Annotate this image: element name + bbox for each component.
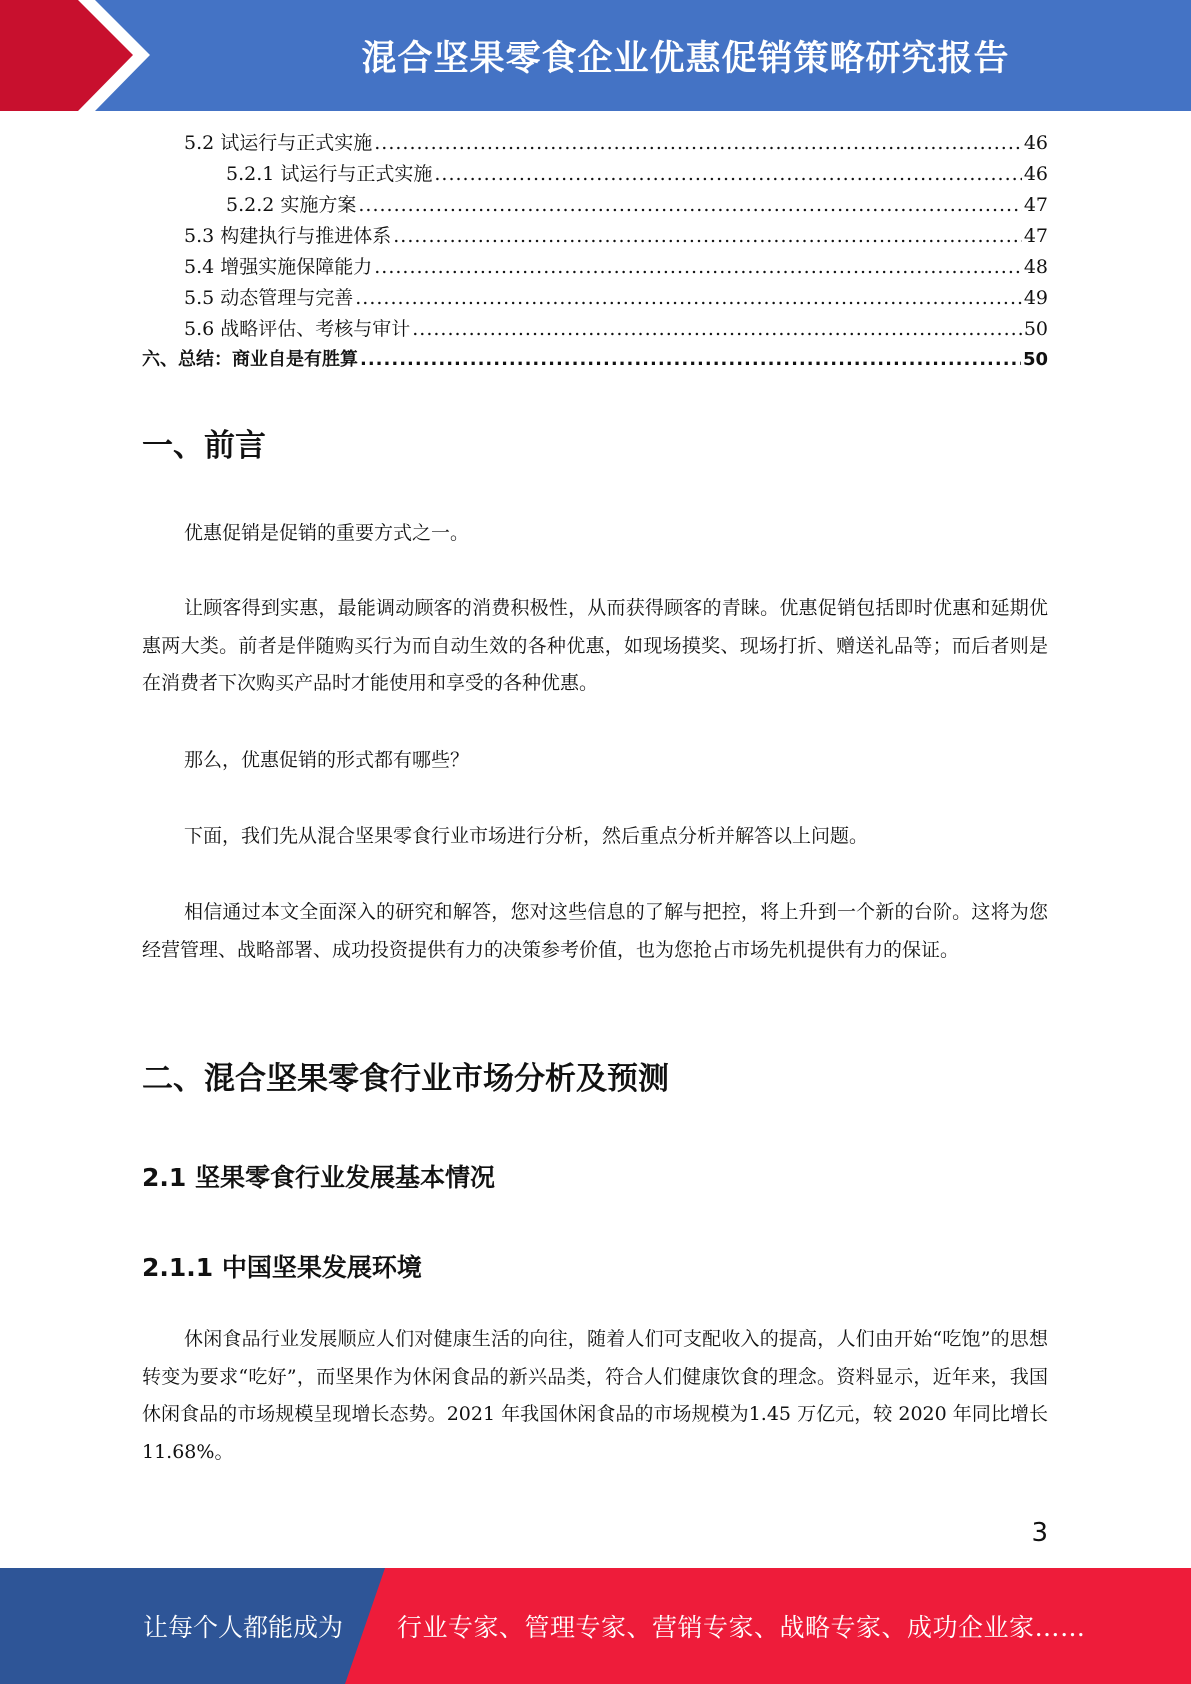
toc-entry-label: 六、总结：商业自是有胜算 <box>142 349 358 370</box>
page-footer <box>0 1568 1191 1684</box>
toc-entry-label: 5.2 试运行与正式实施 <box>184 132 373 154</box>
toc-leader-dots <box>374 132 1022 154</box>
toc-entry[interactable] <box>142 252 1048 283</box>
toc-entry-label: 5.3 构建执行与推进体系 <box>184 225 392 247</box>
toc-entry-label: 5.2.2 实施方案 <box>226 194 357 216</box>
toc-leader-dots <box>360 349 1021 370</box>
toc-entry-label: 5.5 动态管理与完善 <box>184 287 354 309</box>
toc-entry-label: 5.6 战略评估、考核与审计 <box>184 318 411 340</box>
paragraph: 让顾客得到实惠，最能调动顾客的消费积极性，从而获得顾客的青睐。优惠促销包括即时优惠和延期优惠两大类。前者是伴随购买行为而自动生效的各种优惠，如现场摸奖、现场打折、赠送礼品等；而后者则是在消费者下次购买产品时才能使用和享受的各种优惠。 <box>142 597 1048 694</box>
toc-entry-page: 47 <box>1023 225 1048 247</box>
paragraph: 下面，我们先从混合坚果零食行业市场进行分析，然后重点分析并解答以上问题。 <box>184 825 869 847</box>
section-heading: 二、混合坚果零食行业市场分析及预测 <box>142 1061 669 1097</box>
paragraph: 相信通过本文全面深入的研究和解答，您对这些信息的了解与把控，将上升到一个新的台阶。这将为您经营管理、战略部署、成功投资提供有力的决策参考价值，也为您抢占市场先机提供有力的保证。 <box>142 901 1048 961</box>
toc-entry[interactable] <box>142 128 1048 159</box>
toc-entry-page: 46 <box>1023 163 1048 185</box>
toc-leader-dots <box>355 287 1022 309</box>
toc-entry-page: 49 <box>1023 287 1048 309</box>
page-number: 3 <box>1031 1518 1048 1548</box>
toc-entry-page: 47 <box>1023 194 1048 216</box>
toc-entry[interactable] <box>142 190 1048 221</box>
footer-slogan-right: 行业专家、管理专家、营销专家、战略专家、成功企业家…… <box>397 1613 1086 1642</box>
toc-entry[interactable] <box>142 314 1048 345</box>
toc-leader-dots <box>358 194 1021 216</box>
paragraph: 优惠促销是促销的重要方式之一。 <box>184 522 470 544</box>
paragraph: 那么，优惠促销的形式都有哪些？ <box>184 749 470 771</box>
table-of-contents <box>142 128 1048 376</box>
toc-leader-dots <box>434 163 1021 185</box>
toc-entry[interactable] <box>142 221 1048 252</box>
toc-entry[interactable] <box>142 345 1048 376</box>
section-heading: 一、前言 <box>142 428 266 464</box>
footer-slogan-left: 让每个人都能成为 <box>143 1613 344 1642</box>
report-title: 混合坚果零食企业优惠促销策略研究报告 <box>361 38 1010 79</box>
subsection-heading: 2.1 坚果零食行业发展基本情况 <box>142 1163 495 1192</box>
toc-entry-page: 50 <box>1023 318 1048 340</box>
toc-leader-dots <box>412 318 1022 340</box>
toc-leader-dots <box>393 225 1022 247</box>
page-header <box>0 0 1191 111</box>
toc-leader-dots <box>374 256 1022 278</box>
toc-entry-page: 50 <box>1022 349 1048 370</box>
toc-entry[interactable] <box>142 283 1048 314</box>
toc-entry-label: 5.4 增强实施保障能力 <box>184 256 373 278</box>
toc-entry-label: 5.2.1 试运行与正式实施 <box>226 163 433 185</box>
subsection-heading: 2.1.1 中国坚果发展环境 <box>142 1253 422 1282</box>
paragraph: 休闲食品行业发展顺应人们对健康生活的向往，随着人们可支配收入的提高，人们由开始“吃饱”的思想转变为要求“吃好”，而坚果作为休闲食品的新兴品类，符合人们健康饮食的理念。资料显示，近年来，我国休闲食品的市场规模呈现增长态势。2021 年我国休闲食品的市场规模为1.45 万亿元，较 2020 年同比增长 11.68%。 <box>142 1328 1048 1463</box>
toc-entry[interactable] <box>142 159 1048 190</box>
toc-entry-page: 48 <box>1023 256 1048 278</box>
toc-entry-page: 46 <box>1023 132 1048 154</box>
